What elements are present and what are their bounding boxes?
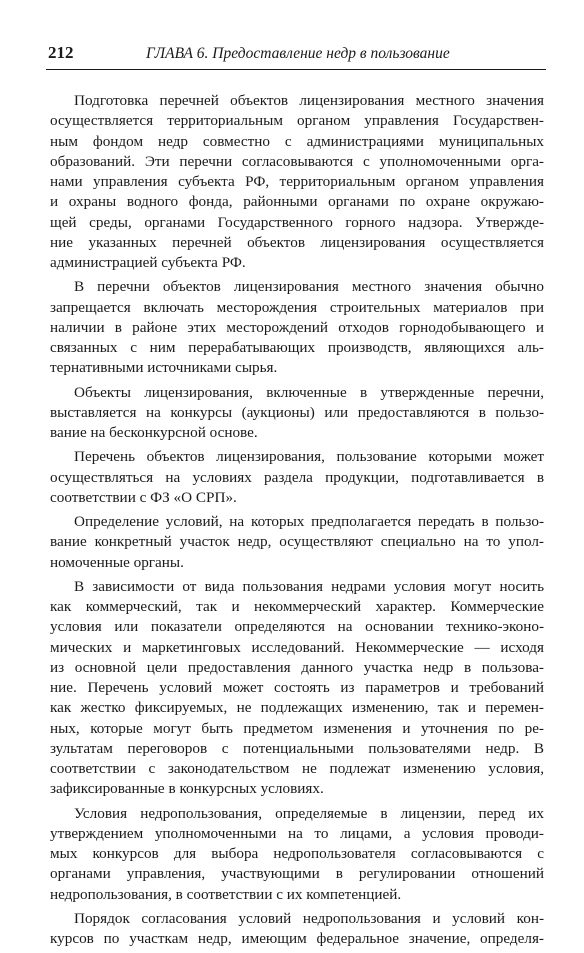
- text-line: как коммерческий, так и некоммерческий характер. Коммерческие: [50, 598, 544, 615]
- text-line: и охраны водного фонда, районными органами по охране окружаю-: [50, 193, 544, 211]
- text-line: В зависимости от вида пользования недрами условия могут носить: [74, 577, 544, 595]
- text-line: соответствии с ФЗ «О СРП».: [50, 488, 237, 506]
- text-line: Порядок согласования условий недропользования и условий кон-: [74, 909, 544, 927]
- text-line: администрацией субъекта РФ.: [50, 254, 246, 271]
- paragraph: [50, 91, 544, 273]
- text-line: вание конкретный участок недр, осуществляют специально на то упол-: [50, 533, 544, 551]
- text-line: мых конкурсов для выбора недропользователя согласовываются с: [50, 845, 544, 862]
- text-line: связанных с ним перерабатывающих производств, являющихся аль-: [50, 339, 544, 356]
- text-line: осуществляется территориальным органом управления Государствен-: [50, 112, 544, 130]
- text-line: Перечень объектов лицензирования, пользование которыми может: [74, 448, 544, 466]
- body-text: [50, 91, 544, 953]
- text-line: ние. Перечень условий может состоять из параметров и требований: [50, 679, 544, 696]
- text-line: утверждением уполномоченными на то лицами, а условия проводи-: [50, 824, 544, 842]
- text-line: мических и маркетинговых исследований. Некоммерческие — исходя: [50, 638, 544, 656]
- text-line: соответствии с законодательством не подлежат изменению условия,: [50, 760, 544, 777]
- paragraph: [50, 512, 544, 573]
- text-line: В перечни объектов лицензирования местного значения обычно: [74, 278, 544, 296]
- text-line: зафиксированные в конкурсных условиях.: [50, 780, 324, 798]
- text-line: как жестко фиксируемых, не подлежащих изменению, так и перемен-: [50, 699, 544, 717]
- text-line: курсов по участкам недр, имеющим федеральное значение, определя-: [50, 930, 544, 947]
- text-line: нами управления субъекта РФ, территориальным органом управления: [50, 173, 544, 190]
- text-line: осуществляться на условиях раздела продукции, подготавливается в: [50, 468, 544, 486]
- text-line: недропользования, в соответствии с их компетенцией.: [50, 885, 402, 903]
- text-line: щей среды, органами Государственного горного надзора. Утвержде-: [50, 213, 544, 231]
- paragraph: [50, 447, 544, 508]
- text-line: вание на бесконкурсной основе.: [50, 424, 258, 441]
- text-line: образований. Эти перечни согласовываются с уполномоченными орга-: [50, 152, 544, 170]
- page-number: 212: [48, 43, 74, 62]
- text-line: запрещается включать месторождения строительных материалов при: [50, 298, 544, 316]
- running-head: ГЛАВА 6. Предоставление недр в пользование: [146, 45, 450, 62]
- paragraph: [50, 277, 544, 378]
- header-rule: [46, 69, 546, 70]
- text-line: условия или показатели определяются на основании технико-эконо-: [50, 618, 544, 636]
- text-line: наличии в районе этих месторождений отходов горнодобывающего и: [50, 318, 544, 336]
- text-line: зультатам переговоров с потенциальными пользователями недр. В: [50, 739, 544, 757]
- text-line: номоченные органы.: [50, 553, 184, 571]
- text-line: Подготовка перечней объектов лицензирования местного значения: [74, 92, 544, 109]
- text-line: выставляется на конкурсы (аукционы) или предоставляются в пользо-: [50, 403, 544, 421]
- page-header: [48, 43, 544, 65]
- text-line: ным фондом недр совместно с администрациями муниципальных: [50, 132, 544, 150]
- text-line: Определение условий, на которых предполагается передать в пользо-: [74, 513, 544, 530]
- paragraph: [50, 804, 544, 905]
- paragraph: [50, 577, 544, 800]
- paragraph: [50, 383, 544, 444]
- text-line: тернативными источниками сырья.: [50, 359, 278, 377]
- text-line: органами управления, участвующими в регулировании отношений: [50, 865, 544, 883]
- text-line: из основной цели предоставления данного участка недр в пользова-: [50, 658, 544, 676]
- text-line: Условия недропользования, определяемые в лицензии, перед их: [74, 804, 544, 822]
- text-line: Объекты лицензирования, включенные в утвержденные перечни,: [74, 383, 544, 401]
- text-line: ных, которые могут быть предметом изменения и уточнения по ре-: [50, 719, 544, 737]
- text-line: ние указанных перечней объектов лицензирования осуществляется: [50, 233, 544, 251]
- paragraph: [50, 909, 544, 950]
